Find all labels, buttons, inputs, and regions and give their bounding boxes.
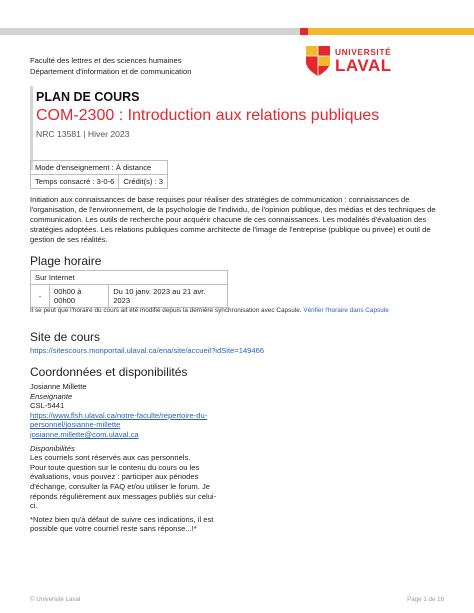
schedule-time: 00h00 à 00h00 [50,285,109,308]
course-site-link[interactable]: https://sitescours.monportail.ulaval.ca/ena/site/accueil?idSite=149466 [30,346,265,355]
top-bar-gray [0,28,300,35]
nrc-term: NRC 13581 | Hiver 2023 [36,129,130,139]
logo-text-universite: UNIVERSITÉ [335,46,392,57]
schedule-note [30,307,389,314]
top-bar-gold [308,28,474,35]
plan-title: PLAN DE COURS [36,90,140,104]
capsule-link[interactable]: Vérifier l'horaire dans Capsule [303,307,389,314]
schedule-heading: Plage horaire [30,254,102,268]
faculty-block [30,56,191,77]
teacher-email-link[interactable]: josianne.millette@com.ulaval.ca [30,429,139,439]
schedule-note-text: Il se peut que l'horaire du cours ait été modifié depuis la dernière synchronisation avec Capsule. [30,307,302,314]
profile-link-line2[interactable]: personnel/josianne-millette [30,420,121,430]
profile-link-line1[interactable]: https://www.flsh.ulaval.ca/notre-faculte/repertoire-du- [30,410,208,420]
university-logo [305,44,445,78]
top-bar-red [300,28,308,35]
faculty-name: Faculté des lettres et des sciences humaines [30,56,182,65]
availability-line: d'échange, consulter la FAQ et/ou utiliser le forum. Je [30,481,210,491]
warning-line: *Notez bien qu'à défaut de suivre ces indications, il est [30,514,214,524]
availability-line: évaluations, vous pouvez : participer aux périodes [30,472,199,482]
availability-line: réponds régulièrement aux messages publiés sur celui- [30,491,217,501]
availability-line: ci. [30,501,38,511]
time-allocation: Temps consacré : 3-0-6 [31,175,119,189]
shield-icon [305,45,331,77]
teacher-name: Josianne Millette [30,382,87,391]
schedule-day: - [31,285,50,308]
contact-heading: Coordonnées et disponibilités [30,365,188,379]
site-heading: Site de cours [30,330,101,344]
title-marker [30,86,33,170]
footer-copyright: © Université Laval [30,596,81,603]
top-color-bar [0,28,474,35]
department-name: Département d'information et de communication [30,66,192,76]
teacher-office: CSL-5441 [30,401,65,411]
availability-label: Disponibilités [30,443,75,453]
teaching-mode: Mode d'enseignement : À distance [31,161,168,175]
schedule-header: Sur Internet [31,271,228,285]
contact-block [30,382,250,534]
warning-line: possible que votre courriel reste sans réponse...!* [30,524,197,534]
schedule-dates: Du 10 janv. 2023 au 21 avr. 2023 [109,285,228,308]
course-description: Initiation aux connaissances de base requises pour réaliser des stratégies de communication : connaissances de l'organisation, de l'environnement, de la psychologie de l'individu, de l'opinion publique, des médias et des techniques de communication. Les outils de recherche pour acquérir chacune de ces connaissances. Les modalités d'évaluation des stratégies adoptées. Les relations publiques comme architecte de l'image de l'entreprise (publique ou privée) et outil de gestion de ses réalités. [30,195,436,244]
availability-line: Les courriels sont réservés aux cas personnels. [30,453,191,463]
logo-text-laval: LAVAL [335,56,392,76]
teacher-role: Enseignante [30,391,73,401]
availability-line: Pour toute question sur le contenu du cours ou les [30,462,200,472]
schedule-table [30,270,228,308]
credits: Crédit(s) : 3 [119,175,168,189]
course-title: COM-2300 : Introduction aux relations publiques [36,107,380,124]
course-info-table [30,160,168,189]
footer-page-number: Page 1 de 16 [407,596,444,603]
